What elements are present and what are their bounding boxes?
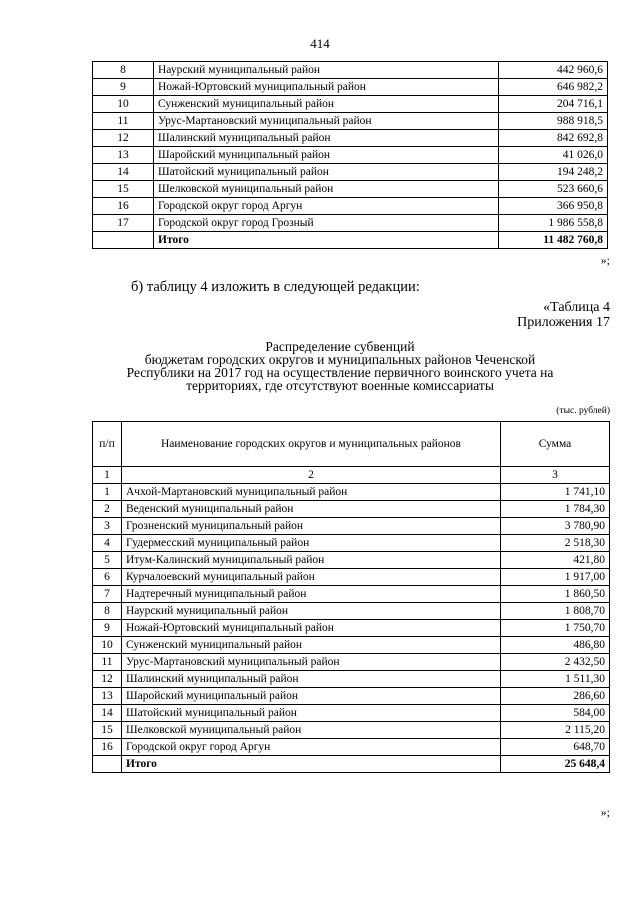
table-row [93,688,610,705]
table-row [93,705,610,722]
table1-closing-quote: »; [600,253,610,267]
row-sum: 3 780,90 [501,518,610,535]
table-row [93,637,610,654]
row-sum: 486,80 [501,637,610,654]
row-sum: 842 692,8 [499,130,608,147]
table-continued [92,61,608,249]
table-row [93,671,610,688]
row-name: Шатойский муниципальный район [154,164,499,181]
row-sum: 523 660,6 [499,181,608,198]
row-sum: 648,70 [501,739,610,756]
table-row [93,603,610,620]
row-sum: 286,60 [501,688,610,705]
table-row [93,620,610,637]
row-sum: 2 432,50 [501,654,610,671]
row-sum: 1 917,00 [501,569,610,586]
table-row [93,569,610,586]
row-name: Ножай-Юртовский муниципальный район [122,620,501,637]
row-name: Городской округ город Аргун [122,739,501,756]
table-row [93,79,608,96]
table-row [93,654,610,671]
row-sum: 1 784,30 [501,501,610,518]
table-row [93,96,608,113]
table-title [90,340,590,392]
row-name: Городской округ город Грозный [154,215,499,232]
row-name: Шаройский муниципальный район [154,147,499,164]
table-row [93,130,608,147]
row-sum: 2 115,20 [501,722,610,739]
table-header-row [93,422,610,467]
title-line-3: Республики на 2017 год на осуществление первичного воинского учета на [126,365,554,380]
header-sum: Сумма [501,422,610,467]
row-number: 14 [93,164,154,181]
row-sum: 421,80 [501,552,610,569]
row-number: 15 [93,181,154,198]
col-number-2: 2 [122,467,501,484]
total-label: Итого [154,232,499,249]
row-name: Грозненский муниципальный район [122,518,501,535]
row-number: 16 [93,739,122,756]
table-row [93,147,608,164]
table-row [93,722,610,739]
row-sum: 442 960,6 [499,62,608,79]
row-number: 10 [93,96,154,113]
row-number: 8 [93,62,154,79]
row-name: Урус-Мартановский муниципальный район [122,654,501,671]
row-sum: 988 918,5 [499,113,608,130]
row-name: Сунженский муниципальный район [122,637,501,654]
row-name: Шелковской муниципальный район [122,722,501,739]
table-row [93,552,610,569]
row-number: 17 [93,215,154,232]
row-number: 13 [93,688,122,705]
row-number: 2 [93,501,122,518]
row-name: Ножай-Юртовский муниципальный район [154,79,499,96]
header-name: Наименование городских округов и муниципальных районов [122,422,501,467]
row-sum: 1 860,50 [501,586,610,603]
row-name: Шелковской муниципальный район [154,181,499,198]
total-empty-cell [93,756,122,773]
row-number: 16 [93,198,154,215]
total-label: Итого [122,756,501,773]
row-name: Городской округ город Аргун [154,198,499,215]
table-row [93,62,608,79]
row-sum: 194 248,2 [499,164,608,181]
title-line-2: бюджетам городских округов и муниципальных районов Чеченской [144,352,536,367]
table-row [93,518,610,535]
table-label-number: «Таблица 4 [543,300,610,315]
row-sum: 1 750,70 [501,620,610,637]
row-number: 9 [93,620,122,637]
row-name: Шаройский муниципальный район [122,688,501,705]
row-name: Шалинский муниципальный район [122,671,501,688]
row-name: Сунженский муниципальный район [154,96,499,113]
row-number: 14 [93,705,122,722]
table-row [93,586,610,603]
row-name: Веденский муниципальный район [122,501,501,518]
total-row [93,232,608,249]
row-sum: 584,00 [501,705,610,722]
row-number: 13 [93,147,154,164]
row-sum: 41 026,0 [499,147,608,164]
row-number: 1 [93,484,122,501]
row-name: Наурский муниципальный район [122,603,501,620]
subventions-table [92,421,610,773]
table2-closing-quote: »; [600,805,610,819]
page-number: 414 [310,36,330,51]
table-label-appendix: Приложения 17 [517,315,610,330]
row-number: 12 [93,130,154,147]
row-sum: 1 808,70 [501,603,610,620]
row-sum: 1 511,30 [501,671,610,688]
table-row [93,215,608,232]
row-number: 10 [93,637,122,654]
row-name: Курчалоевский муниципальный район [122,569,501,586]
row-number: 7 [93,586,122,603]
row-number: 15 [93,722,122,739]
row-number: 9 [93,79,154,96]
title-line-1: Распределение субвенций [265,339,415,354]
column-numbers-row [93,467,610,484]
row-name: Надтеречный муниципальный район [122,586,501,603]
title-line-4: территориях, где отсутствуют военные комиссариаты [186,378,494,393]
row-number: 5 [93,552,122,569]
col-number-3: 3 [501,467,610,484]
amendment-intro: б) таблицу 4 изложить в следующей редакции: [131,279,420,295]
row-name: Шалинский муниципальный район [154,130,499,147]
col-number-1: 1 [93,467,122,484]
table-row [93,164,608,181]
total-sum: 11 482 760,8 [499,232,608,249]
table-row [93,739,610,756]
table-row [93,484,610,501]
row-name: Гудермесский муниципальный район [122,535,501,552]
row-name: Урус-Мартановский муниципальный район [154,113,499,130]
row-number: 4 [93,535,122,552]
row-sum: 646 982,2 [499,79,608,96]
row-sum: 366 950,8 [499,198,608,215]
row-sum: 204 716,1 [499,96,608,113]
row-number: 11 [93,654,122,671]
total-row [93,756,610,773]
row-number: 11 [93,113,154,130]
row-sum: 2 518,30 [501,535,610,552]
total-sum: 25 648,4 [501,756,610,773]
row-name: Ачхой-Мартановский муниципальный район [122,484,501,501]
header-number: п/п [93,422,122,467]
row-number: 3 [93,518,122,535]
total-empty-cell [93,232,154,249]
row-sum: 1 986 558,8 [499,215,608,232]
table-row [93,198,608,215]
row-number: 8 [93,603,122,620]
row-number: 12 [93,671,122,688]
row-name: Шатойский муниципальный район [122,705,501,722]
row-name: Итум-Калинский муниципальный район [122,552,501,569]
table-row [93,113,608,130]
table-row [93,181,608,198]
units-note: (тыс. рублей) [556,406,610,416]
table-row [93,535,610,552]
row-name: Наурский муниципальный район [154,62,499,79]
row-number: 6 [93,569,122,586]
row-sum: 1 741,10 [501,484,610,501]
table-label [517,300,610,330]
table-row [93,501,610,518]
